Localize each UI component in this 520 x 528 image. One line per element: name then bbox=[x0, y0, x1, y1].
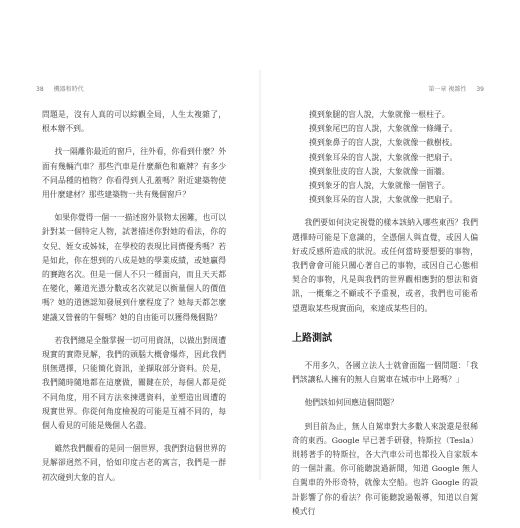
paragraph: 如果你覺得一個一一描述窗外景物太困難，也可以針對某一個特定人物，試著描述你對她的看法，你的女兒、姪女或姊妹，在學校的表現比同儕優秀嗎？若是如此，你在想到的八成是她的學業成績，或她贏得的賽跑名次。但是一個人不只一種面向，而且天天都在變化，難道光憑分數或名次就足以衡量個人的價值嗎？她的道德認知發展到什麼程度了？她每天都怎麼建議又營養的午餐嗎？她的自由能可以獲得幾個點？ bbox=[42, 213, 226, 322]
paragraph: 到目前為止，無人自駕車對大多數人來說還是很稀奇的東西。Google 早已著手研發，特斯拉（Tesla）則將著手的特斯拉，各大汽車公司也都投入自家版本的一個計畫。你可能聽說過新聞，知道 Google 無人自駕車的外形奇特，就像太空船。也許 Google 的設計影響了你的看法？你可能聽說過報導，知道以自駕模式行 bbox=[292, 421, 478, 516]
paragraph: 他們該如何回應這個問題？ bbox=[304, 398, 399, 408]
paragraph: 我們要如何決定視覺的樣本該納入哪些東西？我們選擇時可能是下意識的，全憑個人與直覺，或因人偏好或反感所造成的狀況。或任何當時要想要的事物，我們會會可能只關心著自己的事物，或因自己心態相契合的事物，凡是與我們的世界觀相應對的想法和資訊，一概棄之不顧或不予重視，或者，我們也可能希望選取某些現實面向，來達成某些目的。 bbox=[292, 218, 478, 313]
right-running-head: 第一章 複雜性 bbox=[428, 86, 467, 93]
left-running-head: 機器和時代 bbox=[53, 86, 84, 93]
paragraph: 雖然我們觀看的是同一個世界，我們對這個世界的見解卻迥然不同，恰如印度古老的寓言，我們是一群初次碰到大象的盲人。 bbox=[42, 444, 226, 482]
right-page-number: 39 bbox=[476, 86, 484, 93]
paragraph: 若我們總是全盤掌握一切可用資訊，以做出對周遭現實的實際見解，我們的頭腦大概會爆炸，因此我們別無選擇，只能簡化資訊，並擷取部分資料。於是，我們隨時隨地都在這麼做，關鍵在於，每個人都是從不同角度，用不同方法來揀選資料，並塑造出周遭的現實世界。你從何角度檢視的可能是互補不同的，每個人看見的可能是幾個人名盡。 bbox=[42, 335, 226, 431]
quote-line: 摸到象肚皮的盲人說，大象就像一面牆。 bbox=[309, 166, 450, 176]
quote-line: 摸到象尾巴的盲人說，大象就像一條繩子。 bbox=[309, 124, 458, 134]
quote-line: 摸到象牙的盲人說，大象就像一個管子。 bbox=[309, 181, 450, 191]
quote-line: 摸到象耳朵的盲人說，大象就像一把扇子。 bbox=[309, 195, 458, 205]
section-heading: 上路測試 bbox=[292, 332, 332, 344]
left-body-text bbox=[42, 108, 226, 494]
right-page bbox=[260, 0, 520, 516]
paragraph: 問題是，沒有人真的可以綜觀全局，人生太複雜了，根本辦不到。 bbox=[42, 110, 226, 134]
quote-line: 摸到象腿的盲人說，大象就像一根柱子。 bbox=[309, 110, 450, 119]
left-running-header bbox=[36, 84, 84, 93]
quote-line: 摸到象耳朵的盲人說，大象就像一把扇子。 bbox=[309, 152, 458, 162]
quote-line: 摸到象鼻子的盲人說，大象就像一截樹枝。 bbox=[309, 138, 458, 148]
paragraph: 找一隔離你最近的窗戶，往外看，你看到什麼？外面有幾輛汽車？那些汽車是什麼顏色和廠牌？有多少不同品種的植物？你看得到人孔蓋嗎？附近建築物使用什麼建材？那些建築物一共有幾個窗戶？ bbox=[42, 147, 226, 200]
right-running-header bbox=[429, 84, 484, 93]
left-page-number: 38 bbox=[36, 86, 44, 93]
left-page bbox=[0, 0, 260, 500]
paragraph: 不用多久，各國立法人士就會面臨一個問題：「我們該讓私人擁有的無人自駕車在城市中上路嗎？」 bbox=[292, 361, 478, 385]
right-body-text bbox=[292, 108, 478, 528]
blind-men-quote-list bbox=[292, 108, 478, 207]
